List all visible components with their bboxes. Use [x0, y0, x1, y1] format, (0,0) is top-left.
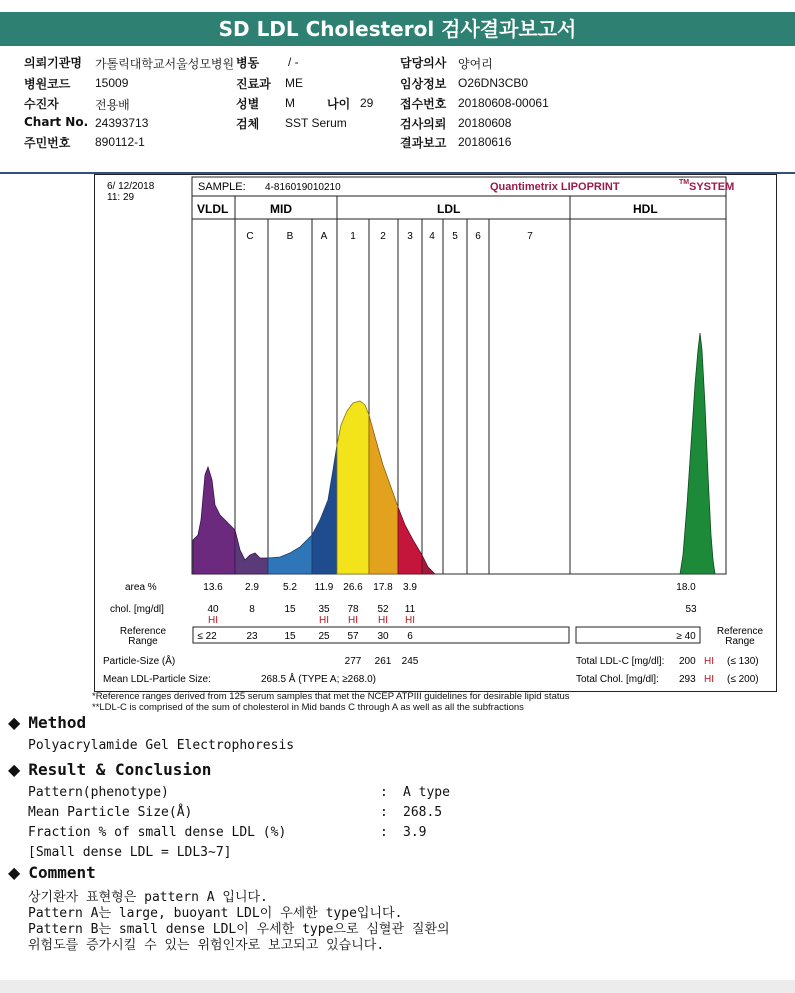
chol-3: 11	[404, 604, 416, 615]
chol-2: 52	[377, 604, 389, 615]
chol-b: 15	[284, 604, 296, 615]
footnote-2: **LDL-C is comprised of the sum of cholesterol in Mid bands C through A as well as all the subfractions	[92, 702, 524, 713]
doctor-value: 양여리	[458, 57, 493, 71]
chol-a: 35	[318, 604, 330, 615]
ref-c: 23	[246, 631, 258, 642]
age-value: 29	[360, 96, 374, 110]
trace-ldl3	[398, 507, 422, 574]
band-6: 6	[475, 231, 481, 242]
brand-tm: TM	[679, 179, 690, 186]
row-label-mean: Mean LDL-Particle Size:	[103, 674, 211, 685]
row-label-chol: chol. [mg/dl]	[110, 604, 164, 615]
footer-bar	[0, 980, 795, 993]
report-value: 20180616	[458, 135, 512, 149]
trace-ldl1	[337, 401, 369, 574]
chol-hdl: 53	[685, 604, 697, 615]
trace-mida	[312, 445, 337, 574]
result-value-fraction: 3.9	[403, 825, 427, 840]
result-label-fraction: Fraction % of small dense LDL (%)	[28, 825, 287, 840]
comment-line-2: Pattern A는 large, buoyant LDL이 우세한 type입니다.	[28, 906, 403, 921]
region-ldl: LDL	[437, 202, 461, 216]
clinical-value: O26DN3CB0	[458, 76, 529, 90]
particle-1: 277	[344, 656, 362, 667]
band-a: A	[320, 231, 328, 242]
result-value-size: 268.5	[403, 805, 443, 820]
hi-flag-a: HI	[319, 615, 329, 626]
name-label: 수진자	[24, 97, 59, 111]
report-label: 결과보고	[400, 136, 447, 150]
chol-vldl: 40	[207, 604, 219, 615]
id-label: 주민번호	[24, 136, 71, 150]
age-label: 나이	[327, 97, 351, 111]
report-title: SD LDL Cholesterol 검사결과보고서	[0, 12, 795, 46]
area-hdl: 18.0	[676, 582, 696, 593]
total-ldl-label: Total LDL-C [mg/dl]:	[576, 656, 665, 667]
brand-suffix: SYSTEM	[689, 181, 735, 193]
hi-flag-2: HI	[378, 615, 388, 626]
specimen-value: SST Serum	[285, 116, 347, 130]
region-hdl: HDL	[633, 202, 658, 216]
row-label-particle: Particle-Size (Å)	[103, 656, 176, 667]
result-note: [Small dense LDL = LDL3~7]	[28, 845, 232, 860]
band-c: C	[246, 231, 254, 242]
band-5: 5	[452, 231, 458, 242]
request-label: 검사의뢰	[400, 117, 447, 131]
area-c: 2.9	[245, 582, 259, 593]
request-value: 20180608	[458, 116, 512, 130]
band-2: 2	[380, 231, 386, 242]
area-2: 17.8	[373, 582, 393, 593]
method-text: Polyacrylamide Gel Electrophoresis	[28, 738, 295, 753]
comment-line-3: Pattern B는 small dense LDL이 우세한 type으로 심혈관 질환의	[28, 922, 450, 937]
result-label-size: Mean Particle Size(Å)	[28, 805, 193, 820]
particle-3: 245	[401, 656, 419, 667]
band-3: 3	[407, 231, 413, 242]
side-ref1: Reference	[716, 626, 764, 637]
densitometry-trace	[193, 333, 715, 574]
ref-hdl: ≥ 40	[676, 631, 696, 642]
chart-time: 11: 29	[107, 192, 135, 203]
total-chol-value: 293	[679, 674, 696, 685]
trace-midb	[268, 535, 312, 574]
band-7: 7	[527, 231, 533, 242]
id-value: 890112-1	[95, 135, 145, 149]
sample-label: SAMPLE:	[198, 181, 246, 193]
result-heading-text: Result & Conclusion	[28, 760, 212, 779]
code-label: 병원코드	[24, 77, 71, 91]
result-heading	[8, 760, 211, 779]
total-ldl-flag: HI	[704, 656, 714, 667]
receipt-value: 20180608-00061	[458, 96, 549, 110]
hospital-label: 의뢰기관명	[24, 56, 82, 70]
mean-value: 268.5 Å (TYPE A; ≥268.0)	[261, 674, 376, 685]
band-1: 1	[350, 231, 356, 242]
result-colon-3: :	[380, 825, 388, 840]
specimen-label: 검체	[236, 117, 260, 131]
row-label-area: area %	[125, 582, 157, 593]
result-label-pattern: Pattern(phenotype)	[28, 785, 169, 800]
area-3: 3.9	[403, 582, 417, 593]
area-a: 11.9	[314, 582, 334, 593]
trace-vldl	[193, 467, 235, 574]
hospital-value: 가톨릭대학교서울성모병원	[95, 57, 235, 71]
hi-flag-vldl: HI	[208, 615, 218, 626]
comment-line-4: 위험도를 증가시킬 수 있는 위험인자로 보고되고 있습니다.	[28, 938, 385, 953]
band-b: B	[286, 231, 294, 242]
code-value: 15009	[95, 76, 129, 90]
region-mid: MID	[270, 202, 292, 216]
method-heading-text: Method	[28, 713, 87, 732]
ward-label: 병동	[236, 56, 260, 70]
comment-line-1: 상기환자 표현형은 pattern A 입니다.	[28, 890, 268, 905]
total-chol-ref: (≤ 200)	[727, 674, 759, 685]
doctor-label: 담당의사	[400, 56, 447, 70]
lipoprint-chart	[94, 174, 777, 692]
trace-hdl	[680, 333, 715, 574]
chart-no-label: Chart No.	[24, 115, 89, 129]
diamond-bullet-icon: ◆	[8, 713, 21, 732]
band-lines	[235, 196, 570, 574]
plot-frame	[192, 196, 726, 574]
total-ldl-value: 200	[679, 656, 696, 667]
chart-no-value: 24393713	[95, 116, 149, 130]
ref-1: 57	[347, 631, 359, 642]
side-ref2: Range	[725, 636, 755, 647]
clinical-label: 임상정보	[400, 77, 447, 91]
region-vldl: VLDL	[197, 202, 229, 216]
total-chol-flag: HI	[704, 674, 714, 685]
sample-value: 4-816019010210	[265, 182, 341, 193]
receipt-label: 접수번호	[400, 97, 447, 111]
result-value-pattern: A type	[403, 785, 450, 800]
hi-flag-1: HI	[348, 615, 358, 626]
area-b: 5.2	[283, 582, 297, 593]
area-vldl: 13.6	[203, 582, 223, 593]
ref-a: 25	[318, 631, 330, 642]
sex-value: M	[285, 96, 295, 110]
total-ldl-ref: (≤ 130)	[727, 656, 759, 667]
method-heading	[8, 713, 86, 732]
chol-c: 8	[249, 604, 255, 615]
patient-info	[0, 52, 795, 160]
ward-value: / -	[288, 55, 299, 69]
total-chol-label: Total Chol. [mg/dl]:	[576, 674, 659, 685]
comment-heading	[8, 863, 96, 882]
chol-1: 78	[347, 604, 359, 615]
footnote-1: *Reference ranges derived from 125 serum samples that met the NCEP ATPIII guidelines for desirable lipid status	[92, 691, 570, 702]
name-value: 전용배	[95, 98, 130, 112]
ref-2: 30	[377, 631, 389, 642]
brand-name: Quantimetrix LIPOPRINT	[490, 181, 620, 193]
dept-value: ME	[285, 76, 303, 90]
trace-midc	[235, 530, 268, 574]
result-colon-1: :	[380, 785, 388, 800]
diamond-bullet-icon: ◆	[8, 760, 21, 779]
lipoprint-svg	[95, 175, 776, 691]
ref-b: 15	[284, 631, 296, 642]
particle-2: 261	[374, 656, 392, 667]
ref-vldl: ≤ 22	[197, 631, 217, 642]
area-1: 26.6	[343, 582, 363, 593]
diamond-bullet-icon: ◆	[8, 863, 21, 882]
trace-ldl2	[369, 415, 398, 574]
result-colon-2: :	[380, 805, 388, 820]
dept-label: 진료과	[236, 77, 271, 91]
band-4: 4	[429, 231, 435, 242]
chart-date: 6/ 12/2018	[107, 181, 155, 192]
ref-3: 6	[407, 631, 413, 642]
row-label-ref1: Reference	[119, 626, 167, 637]
sex-label: 성별	[236, 97, 260, 111]
row-label-ref2: Range	[128, 636, 158, 647]
hi-flag-3: HI	[405, 615, 415, 626]
data-table	[103, 582, 764, 685]
trace-ldl-tail	[422, 555, 435, 574]
comment-heading-text: Comment	[28, 863, 96, 882]
